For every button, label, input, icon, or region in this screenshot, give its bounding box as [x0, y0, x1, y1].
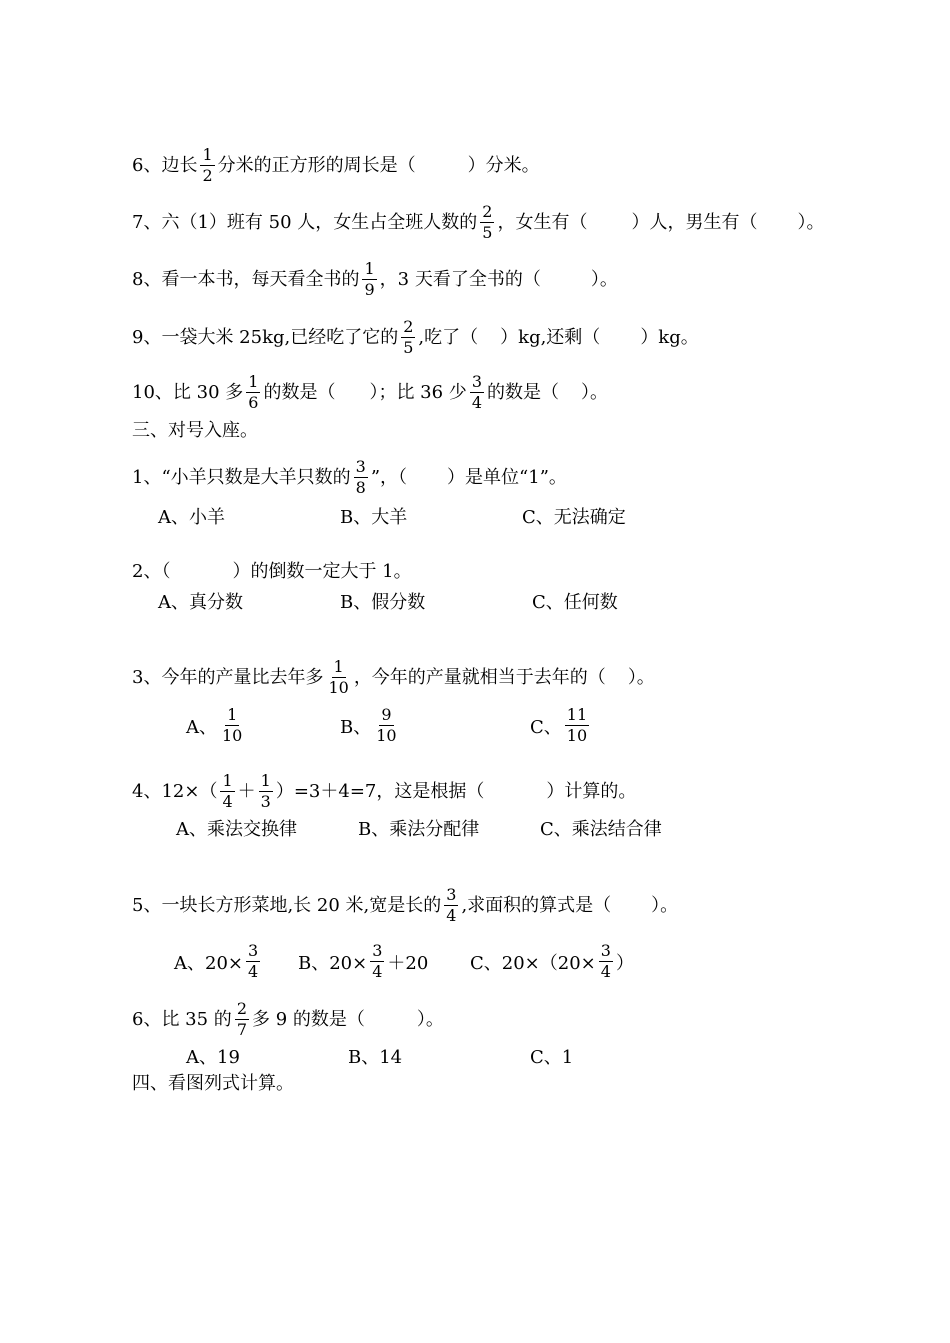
option-label: C、 — [530, 716, 562, 738]
option-c[interactable] — [530, 706, 592, 745]
question-7 — [132, 203, 824, 242]
fraction: $\frac{3}{4}$ — [471, 372, 482, 412]
question-text: ）的倒数一定大于 1。 — [232, 561, 412, 582]
choice-question-6 — [132, 1000, 444, 1039]
option-label: A、 — [186, 716, 217, 738]
question-text: ）计算的。 — [546, 780, 637, 802]
question-text: 1、“小羊只数是大羊只数的 — [132, 466, 351, 488]
question-text: 4、12×（ — [132, 780, 218, 802]
option-label: C、20×（20× — [470, 952, 596, 974]
question-text: ”，（ — [370, 466, 408, 488]
question-text: ,求面积的算式是（ — [461, 894, 612, 916]
question-text: ）kg。 — [640, 326, 699, 348]
question-text: ）。 — [651, 894, 679, 916]
question-text: ）=3＋4=7，这是根据（ — [275, 780, 485, 802]
option-c[interactable]: C、任何数 — [532, 592, 618, 613]
fraction: $\frac{3}{4}$ — [248, 941, 259, 981]
question-text: ）；比 36 少 — [369, 381, 467, 403]
option-label: B、 — [340, 716, 372, 738]
question-text: 10、比 30 多 — [132, 381, 244, 403]
fraction: $\frac{1}{6}$ — [248, 372, 259, 412]
question-text: 多 9 的数是（ — [252, 1008, 365, 1030]
section-heading-3: 三、对号入座。 — [132, 420, 258, 441]
question-text: ,吃了（ — [418, 326, 479, 348]
option-label: B、20× — [298, 952, 368, 974]
question-text: ＋ — [237, 780, 256, 802]
option-b[interactable]: B、14 — [348, 1047, 403, 1068]
question-text: 3、今年的产量比去年多 — [132, 666, 324, 688]
fraction: $\frac{2}{5}$ — [482, 202, 493, 242]
option-label: A、20× — [174, 952, 243, 974]
option-label: ） — [615, 952, 634, 974]
question-text: ，3 天看了全书的（ — [379, 268, 541, 290]
question-text: ，今年的产量就相当于去年的（ — [353, 666, 606, 688]
option-c[interactable]: C、无法确定 — [522, 507, 626, 528]
question-8 — [132, 260, 618, 299]
question-text: ，女生有（ — [497, 211, 588, 233]
fraction: $\frac{1}{9}$ — [364, 259, 375, 299]
option-b[interactable]: B、大羊 — [340, 507, 408, 528]
choice-question-2 — [132, 561, 412, 583]
question-text: ）。 — [590, 268, 618, 290]
question-text: ）。 — [797, 211, 825, 233]
question-text: 7、六（1）班有 50 人，女生占全班人数的 — [132, 211, 478, 233]
choice-question-3 — [132, 658, 655, 697]
question-10 — [132, 373, 608, 412]
fraction: $\frac{1}{10}$ — [222, 705, 243, 745]
question-6 — [132, 146, 540, 185]
fraction: $\frac{1}{3}$ — [260, 771, 271, 811]
question-text: 的数是（ — [487, 381, 559, 403]
fraction: $\frac{1}{10}$ — [328, 657, 349, 697]
option-a[interactable]: A、真分数 — [158, 592, 243, 613]
question-text: 9、一袋大米 25kg,已经吃了它的 — [132, 326, 399, 348]
option-a[interactable]: A、乘法交换律 — [176, 819, 297, 840]
fraction: $\frac{1}{2}$ — [202, 145, 213, 185]
question-9 — [132, 318, 699, 357]
option-a[interactable] — [186, 706, 247, 745]
question-text: ）。 — [581, 381, 608, 403]
fraction: $\frac{3}{4}$ — [372, 941, 383, 981]
question-text: 5、一块长方形菜地,长 20 米,宽是长的 — [132, 894, 442, 916]
fraction: $\frac{2}{5}$ — [403, 317, 414, 357]
choice-question-4 — [132, 772, 636, 811]
fraction: $\frac{11}{10}$ — [566, 705, 588, 745]
fraction: $\frac{3}{4}$ — [446, 885, 457, 925]
fraction: $\frac{2}{7}$ — [236, 999, 247, 1039]
question-text: 的数是（ — [263, 381, 336, 403]
question-text: ）。 — [416, 1008, 444, 1030]
choice-question-5 — [132, 886, 678, 925]
option-b[interactable] — [340, 706, 402, 745]
question-text: 2、（ — [132, 561, 171, 582]
fraction: $\frac{1}{4}$ — [222, 771, 233, 811]
question-text: ）人，男生有（ — [631, 211, 758, 233]
option-b[interactable] — [298, 942, 428, 981]
fraction: $\frac{3}{8}$ — [355, 457, 366, 497]
question-text: 分米的正方形的周长是（ — [217, 154, 416, 176]
option-c[interactable]: C、乘法结合律 — [540, 819, 662, 840]
option-a[interactable]: A、小羊 — [158, 507, 225, 528]
fraction: $\frac{3}{4}$ — [600, 941, 611, 981]
question-text: ）是单位“1”。 — [447, 466, 567, 488]
option-a[interactable] — [174, 942, 263, 981]
question-text: 6、比 35 的 — [132, 1008, 232, 1030]
choice-question-1 — [132, 458, 567, 497]
option-a[interactable]: A、19 — [186, 1047, 240, 1068]
section-heading-4: 四、看图列式计算。 — [132, 1073, 294, 1094]
option-b[interactable]: B、乘法分配律 — [358, 819, 480, 840]
option-c[interactable]: C、1 — [530, 1047, 574, 1068]
question-text: ）分米。 — [467, 154, 540, 176]
option-c[interactable] — [470, 942, 634, 981]
option-b[interactable]: B、假分数 — [340, 592, 426, 613]
option-label: ＋20 — [387, 952, 429, 974]
fraction: $\frac{9}{10}$ — [376, 705, 397, 745]
question-text: ）kg,还剩（ — [500, 326, 601, 348]
question-text: ）。 — [627, 666, 655, 688]
question-text: 6、边长 — [132, 154, 198, 176]
question-text: 8、看一本书，每天看全书的 — [132, 268, 360, 290]
